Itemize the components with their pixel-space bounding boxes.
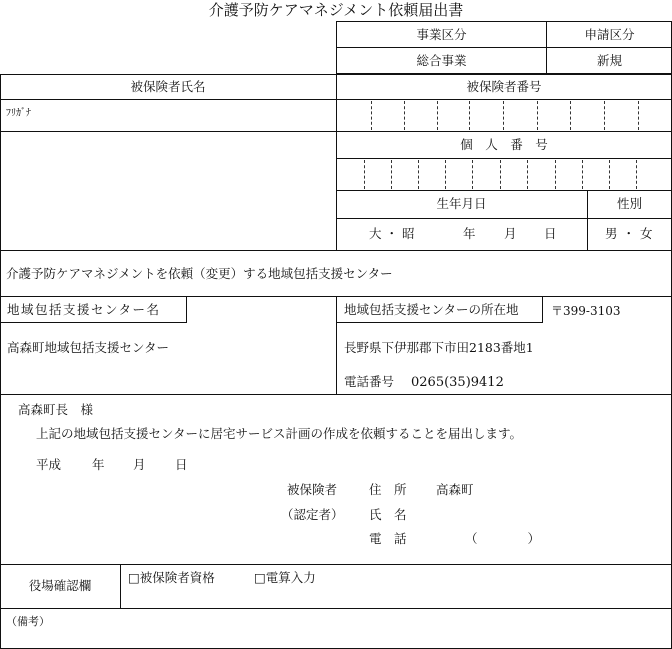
applicant-address-label: 住 所 [369, 482, 407, 497]
remarks-field[interactable] [2, 630, 670, 647]
page-title: 介護予防ケアマネジメント依頼届出書 [208, 1, 464, 19]
data-entry-checkbox[interactable]: □電算入力 [254, 570, 316, 585]
remarks-label: （備考） [6, 615, 50, 628]
birth-year-unit: 年 [463, 226, 476, 241]
request-statement: 介護予防ケアマネジメントを依頼（変更）する地域包括支援センター [6, 266, 393, 281]
birthdate-label: 生年月日 [436, 196, 487, 211]
personal-number-label: 個 人 番 号 [460, 137, 548, 152]
postal-code[interactable]: 〒399-3103 [551, 304, 621, 318]
insured-qualification-checkbox[interactable]: □被保険者資格 [128, 570, 215, 585]
birth-day-unit: 日 [544, 226, 557, 241]
center-address-value[interactable]: 長野県下伊那郡下市田2183番地1 [344, 340, 534, 355]
applicant-address-value[interactable]: 高森町 [436, 482, 474, 497]
business-type-label: 事業区分 [416, 27, 467, 42]
addressee: 高森町長 様 [18, 402, 94, 417]
gender-label: 性別 [616, 196, 642, 211]
applicant-phone-field[interactable]: （ ） [465, 531, 541, 546]
insured-name-field[interactable] [2, 133, 334, 248]
date-era: 平成 [36, 457, 62, 472]
insured-name-label: 被保険者氏名 [130, 79, 206, 94]
center-phone-label: 電話番号 [344, 374, 395, 389]
insured-person-label: 被保険者 [287, 482, 338, 497]
insured-number-field[interactable] [338, 101, 670, 130]
office-check-label: 役場確認欄 [28, 578, 92, 593]
date-month-unit: 月 [133, 457, 146, 472]
personal-number-field[interactable] [338, 160, 670, 189]
birth-month-unit: 月 [504, 226, 517, 241]
applicant-phone-label: 電 話 [369, 531, 407, 546]
gender-options[interactable]: 男・女 [605, 226, 658, 241]
center-address-label: 地域包括支援センターの所在地 [344, 302, 519, 317]
furigana-label: ﾌﾘｶﾞﾅ [6, 108, 31, 119]
furigana-field[interactable] [2, 101, 334, 130]
center-phone-value[interactable]: 0265(35)9412 [411, 375, 504, 390]
business-type-value[interactable]: 総合事業 [416, 53, 467, 68]
insured-number-label: 被保険者番号 [466, 79, 542, 94]
date-day-unit: 日 [175, 457, 188, 472]
declaration-body: 上記の地域包括支援センターに居宅サービス計画の作成を依頼することを届出します。 [36, 426, 523, 441]
application-type-label: 申請区分 [584, 27, 635, 42]
center-name-label: 地域包括支援センター名 [7, 302, 161, 317]
birth-era-options[interactable]: 大・昭 [369, 226, 419, 241]
application-type-value[interactable]: 新規 [596, 53, 622, 68]
applicant-name-label: 氏 名 [369, 507, 407, 522]
date-year-unit: 年 [92, 457, 105, 472]
center-name-value[interactable]: 高森町地域包括支援センター [7, 340, 170, 355]
certified-person-label: （認定者） [281, 507, 344, 522]
